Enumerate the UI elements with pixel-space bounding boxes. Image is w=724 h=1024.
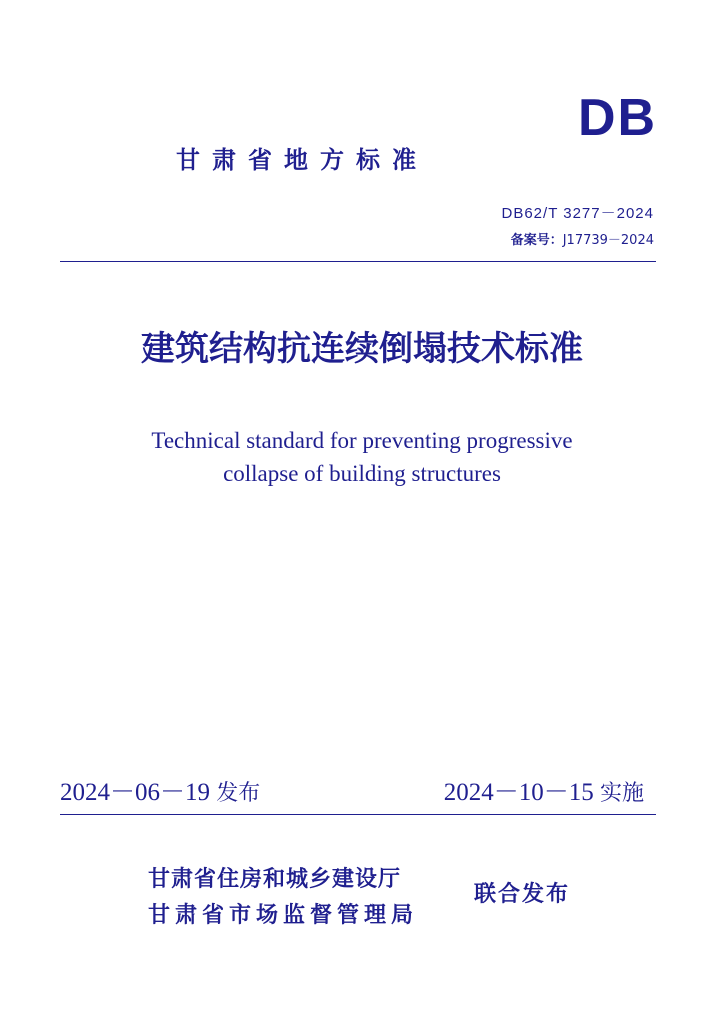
standard-type: 甘肃省地方标准 [176,146,428,174]
issue-date [60,780,260,805]
record-number [511,234,654,247]
footer-divider [60,814,656,815]
title-english-line-1: Technical standard for preventing progressive [151,428,573,453]
record-value: J17739－2024 [562,233,654,248]
effective-date-label: 实施 [599,781,644,806]
title-english [0,424,724,490]
issue-date-label: 发布 [216,781,261,806]
header-divider [60,261,656,262]
record-label: 备案号： [510,233,563,248]
joint-release: 联合发布 [474,882,571,907]
effective-date-value: 2024－10－15 [443,779,594,806]
issuer-housing-department: 甘肃省住房和城乡建设厅 [148,867,402,892]
db-logo: DB [578,89,658,147]
issuer-market-regulation-bureau: 甘肃省市场监督管理局 [148,903,419,928]
effective-date [444,780,644,805]
issue-date-value: 2024－06－19 [60,779,211,806]
title-chinese: 建筑结构抗连续倒塌技术标准 [141,329,583,369]
issuing-authorities [148,862,418,934]
standard-number: DB62/T 3277－2024 [501,205,654,222]
title-english-line-2: collapse of building structures [223,461,501,486]
